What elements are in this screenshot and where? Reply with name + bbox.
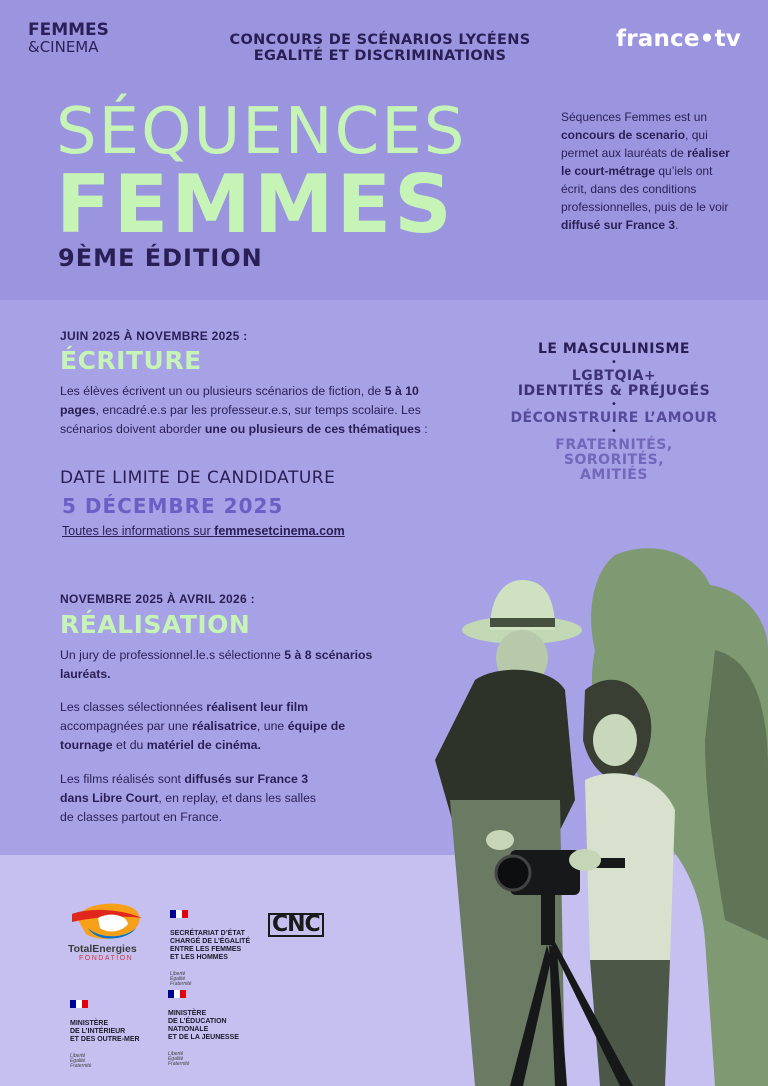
marianne-flag-icon (70, 1000, 88, 1008)
theme-separator: • (611, 426, 617, 437)
edition-label: 9ÈME ÉDITION (58, 244, 263, 272)
theme-separator: • (611, 357, 617, 368)
interieur-text: MINISTÈRE DE L’INTÉRIEUR ET DES OUTRE-MER (70, 1020, 140, 1043)
realisation-text-2: Les classes sélectionnées réalisent leur film accompagnées par une réalisatrice, une équipe de tournage et du matériel de cinéma. (60, 700, 346, 752)
education-text: MINISTÈRE DE L’ÉDUCATION NATIONALE ET DE LA JEUNESSE (168, 1010, 239, 1041)
film-crew-photo (415, 540, 768, 1086)
secretariat-text: SECRÉTARIAT D’ÉTAT CHARGÉ DE L’ÉGALITÉ ENTRE LES FEMMES ET LES HOMMES (170, 930, 251, 961)
theme-lgbtqia: LGBTQIA+ IDENTITÉS & PRÉJUGÉS (517, 368, 711, 399)
title-femmes: FEMMES (56, 158, 455, 251)
themes-list (478, 342, 750, 483)
femmes-et-cinema-logo (28, 22, 109, 56)
intro-text: Séquences Femmes est un concours de scenario, qui permet aux lauréats de réaliser le court-métrage qu’iels ont écrit, dans des conditions professionnelles, puis de le voir diffusé sur France 3. (561, 110, 730, 232)
ministere-interieur-logo (70, 992, 140, 1077)
info-link[interactable]: Toutes les informations sur femmesetcinema.com (62, 524, 345, 538)
theme-deconstruire-amour: DÉCONSTRUIRE L’AMOUR (510, 410, 718, 426)
concours-title (180, 32, 580, 64)
marianne-flag-icon (168, 990, 186, 998)
realisation-text-3: Les films réalisés sont diffusés sur France 3 dans Libre Court, en replay, et dans les salles de classes partout en France. (60, 772, 317, 824)
realisation-period: NOVEMBRE 2025 À AVRIL 2026 : (60, 592, 255, 606)
totalenergies-name: TotalEnergies (68, 943, 137, 955)
devise-text: Liberté Égalité Fraternité (168, 1051, 190, 1067)
ecriture-heading: ÉCRITURE (60, 346, 202, 375)
theme-separator: • (611, 399, 617, 410)
theme-fraternites: FRATERNITÉS, SORORITÉS, AMITIÉS (555, 437, 673, 483)
france-tv-logo: france•tv (616, 26, 741, 52)
title-sequences: SÉQUENCES (56, 95, 467, 169)
concours-line-2: EGALITÉ ET DISCRIMINATIONS (253, 48, 507, 64)
theme-masculinisme: LE MASCULINISME (538, 341, 690, 357)
marianne-flag-icon (170, 910, 188, 918)
deadline-date: 5 DÉCEMBRE 2025 (62, 494, 284, 518)
cnc-logo: CNC (268, 913, 324, 937)
devise-text: Liberté Égalité Fraternité (70, 1053, 92, 1069)
logo-line-1: FEMMES (28, 20, 109, 40)
ecriture-period: JUIN 2025 À NOVEMBRE 2025 : (60, 329, 248, 343)
totalenergies-fondation: FONDATION (79, 955, 134, 962)
deadline-label: DATE LIMITE DE CANDIDATURE (60, 468, 336, 488)
concours-line-1: CONCOURS DE SCÉNARIOS LYCÉENS (229, 32, 531, 48)
totalenergies-logo-icon (68, 898, 146, 942)
realisation-text-1: Un jury de professionnel.le.s sélectionne 5 à 8 scénarios lauréats. (60, 648, 373, 681)
logo-line-2: &CINEMA (28, 38, 99, 56)
devise-text: Liberté Égalité Fraternité (170, 971, 192, 987)
ecriture-text: Les élèves écrivent un ou plusieurs scénarios de fiction, de 5 à 10 pages, encadré.e.s par les professeur.e.s, sur temps scolaire. Les scénarios doivent aborder une ou plusieurs de ces thématiques : (60, 384, 428, 436)
ministere-education-logo (168, 982, 239, 1075)
realisation-heading: RÉALISATION (60, 610, 251, 639)
